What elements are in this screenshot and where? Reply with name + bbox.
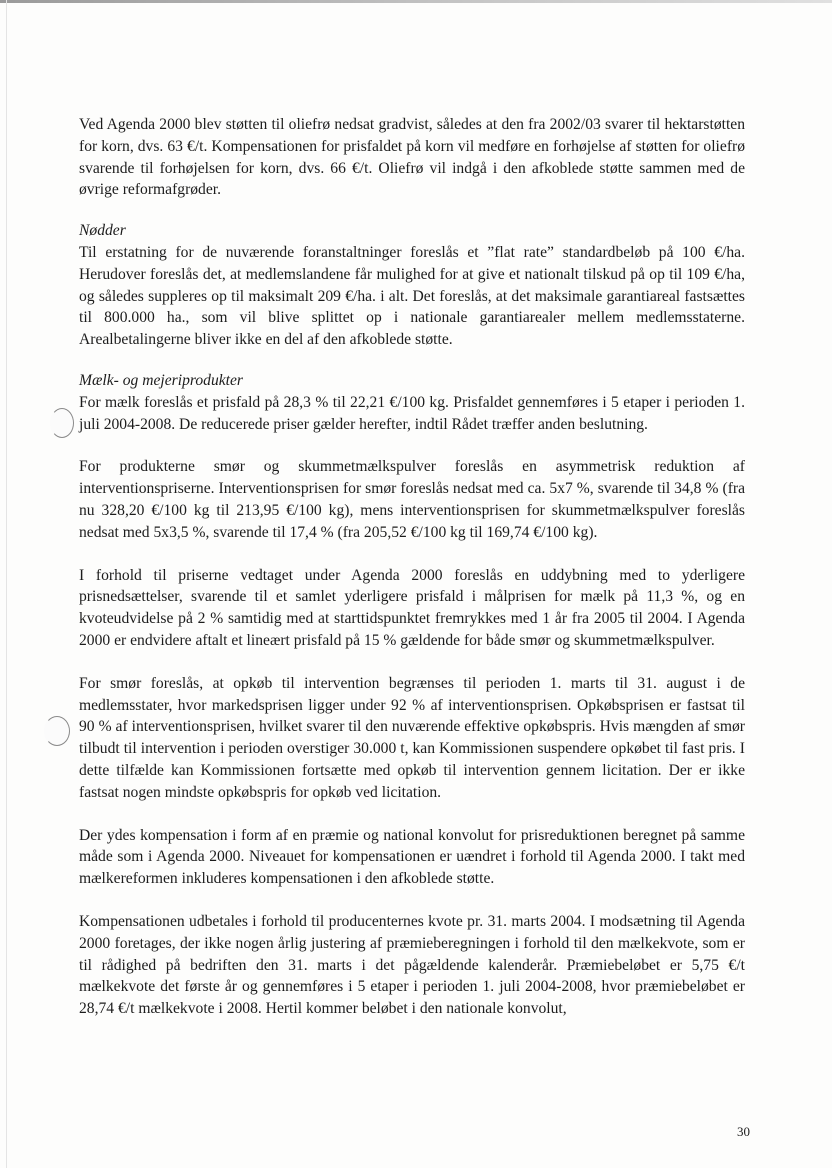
paragraph-butter-intervention: For smør foreslås, at opkøb til intervention begrænses til perioden 1. marts til 31. august i de medlemsstater, hvor markedsprisen ligger under 92 % af interventionsprisen. Opkøbsprisen er fastsat til 90 % af interventionsprisen, hvilket svarer til den nuværende effektive opkøbspris. Hvis mængden af smør tilbudt til intervention i perioden overstiger 30.000 t, kan Kommissionen suspendere opkøbet til fast pris. I dette tilfælde kan Kommissionen fortsætte med opkøb til intervention gennem licitation. Der er ikke fastsat nogen mindste opkøbspris for opkøb ved licitation. — [79, 674, 745, 801]
scan-edge-top — [0, 0, 832, 3]
heading-dairy: Mælk- og mejeriprodukter — [79, 371, 243, 389]
punch-hole-upper — [50, 408, 74, 438]
paragraph-agenda-2000: I forhold til priserne vedtaget under Agenda 2000 foreslås en uddybning med to yderligere prisnedsættelser, svarende til et samlet yderligere prisfald i målprisen for mælk på 11,3 %, og en kvoteudvidelse på 2 % samtidig med at starttidspunktet fremrykkes med 1 år fra 2005 til 2004. I Agenda 2000 er endvidere aftalt et lineært prisfald på 15 % gældende for både smør og skummetmælkspulver. — [79, 566, 745, 649]
paragraph-milk-price: For mælk foreslås et prisfald på 28,3 % til 22,21 €/100 kg. Prisfaldet gennemføres i 5 etaper i perioden 1. juli 2004-2008. De reducerede priser gælder herefter, indtil Rådet træffer anden beslutning. — [79, 393, 745, 433]
paragraph-butter-powder: For produkterne smør og skummetmælkspulver foreslås en asymmetrisk reduktion af interventionspriserne. Interventionsprisen for smør foreslås nedsat med ca. 5x7 %, svarende til 34,8 % (fra nu 328,20 €/100 kg til 213,95 €/100 kg), mens interventionsprisen for skummetmælkspulver foreslås nedsat med 5x3,5 %, svarende til 17,4 % (fra 205,52 €/100 kg til 169,74 €/100 kg). — [79, 458, 745, 541]
scan-edge-left — [6, 0, 7, 1168]
document-body — [79, 114, 745, 1020]
paragraph-nuts: Til erstatning for de nuværende foranstaltninger foreslås et ”flat rate” standardbeløb på 100 €/ha. Herudover foreslås det, at medlemslandene får mulighed for at give et nationalt tilskud på op til 109 €/ha, og således suppleres op til maksimalt 209 €/ha. i alt. Det foreslås, at det maksimale garantiareal fastsættes til 800.000 ha., som vil blive splittet op i nationale garantiarealer mellem medlemsstaterne. Arealbetalingerne bliver ikke en del af den afkoblede støtte. — [79, 243, 745, 349]
paragraph-compensation: Der ydes kompensation i form af en præmie og national konvolut for prisreduktionen beregnet på samme måde som i Agenda 2000. Niveauet for kompensationen er uændret i forhold til Agenda 2000. I takt med mælkereformen inkluderes kompensationen i den afkoblede støtte. — [79, 826, 745, 888]
punch-hole-lower — [44, 716, 70, 746]
heading-nuts: Nødder — [79, 222, 126, 240]
paragraph-oilseeds: Ved Agenda 2000 blev støtten til oliefrø nedsat gradvist, således at den fra 2002/03 svarer til hektarstøtten for korn, dvs. 63 €/t. Kompensationen for prisfaldet på korn vil medføre en forhøjelse af støtten for oliefrø svarende til forhøjelsen for korn, dvs. 66 €/t. Oliefrø vil indgå i den afkoblede støtte sammen med de øvrige reformafgrøder. — [79, 116, 745, 199]
page-number: 30 — [737, 1124, 750, 1139]
paragraph-compensation-payment: Kompensationen udbetales i forhold til producenternes kvote pr. 31. marts 2004. I modsætning til Agenda 2000 foretages, der ikke nogen årlig justering af præmieberegningen i forhold til den mælkekvote, som er til rådighed på bedriften den 31. marts i det pågældende kalenderår. Præmiebeløbet er 5,75 €/t mælkekvote det første år og gennemføres i 5 etaper i perioden 1. juli 2004-2008, hvor præmiebeløbet er 28,74 €/t mælkekvote i 2008. Hertil kommer beløbet i den nationale konvolut, — [79, 912, 745, 1018]
